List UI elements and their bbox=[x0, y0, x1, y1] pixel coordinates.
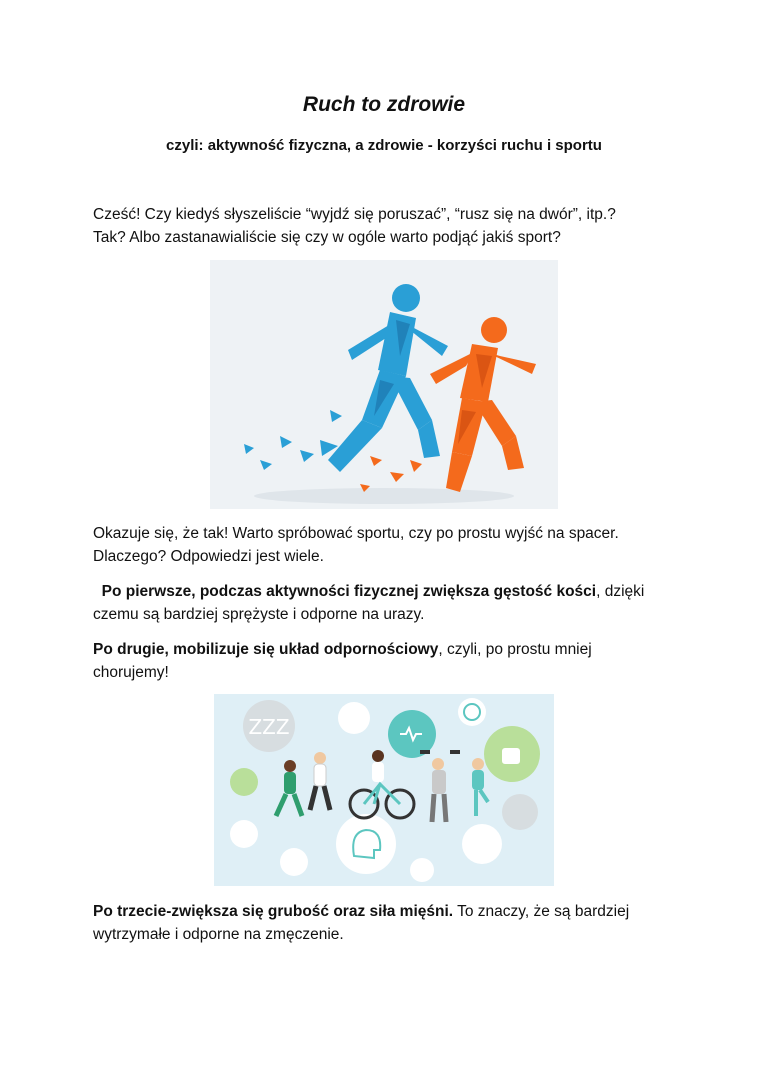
paragraph-line bbox=[93, 900, 683, 923]
runners-graphic bbox=[210, 260, 558, 509]
activities-graphic bbox=[214, 694, 554, 886]
paragraph-line bbox=[93, 580, 683, 603]
paragraph-intro bbox=[93, 203, 683, 249]
paragraph-line bbox=[93, 638, 683, 661]
people-figures bbox=[276, 750, 488, 822]
paragraph-line: Cześć! Czy kiedyś słyszeliście “wyjdź się poruszać”, “rusz się na dwór”, itp.? bbox=[93, 206, 616, 223]
runners-illustration bbox=[210, 260, 558, 509]
activities-illustration bbox=[214, 694, 554, 886]
paragraph-line: Dlaczego? Odpowiedzi jest wiele. bbox=[93, 548, 324, 565]
page-title: Ruch to zdrowie bbox=[302, 93, 466, 116]
paragraph-line: Tak? Albo zastanawialiście się czy w ogóle warto podjąć jakiś sport? bbox=[93, 229, 561, 246]
plain-text: To znaczy, że są bardziej bbox=[453, 903, 630, 920]
paragraph-answer bbox=[93, 522, 683, 568]
plain-text: , czyli, po prostu mniej bbox=[438, 641, 592, 658]
plain-text: , dzięki bbox=[596, 583, 645, 600]
paragraph-line: wytrzymałe i odporne na zmęczenie. bbox=[93, 926, 344, 943]
paragraph-line: Okazuje się, że tak! Warto spróbować sportu, czy po prostu wyjść na spacer. bbox=[93, 525, 619, 542]
bold-text: Po pierwsze, podczas aktywności fizycznej zwiększa gęstość kości bbox=[101, 583, 597, 600]
page-subtitle: czyli: aktywność fizyczna, a zdrowie - korzyści ruchu i sportu bbox=[166, 137, 602, 154]
bold-text: Po trzecie-zwiększa się grubość oraz siła mięśni. bbox=[93, 903, 454, 920]
bold-text: Po drugie, mobilizuje się układ odpornościowy bbox=[93, 641, 439, 658]
paragraph-second bbox=[93, 638, 683, 684]
sleep-zzz-text: ZZZ bbox=[248, 715, 290, 739]
paragraph-line: czemu są bardziej sprężyste i odporne na urazy. bbox=[93, 606, 425, 623]
paragraph-third bbox=[93, 900, 683, 946]
paragraph-first bbox=[93, 580, 683, 626]
paragraph-line: chorujemy! bbox=[93, 664, 169, 681]
